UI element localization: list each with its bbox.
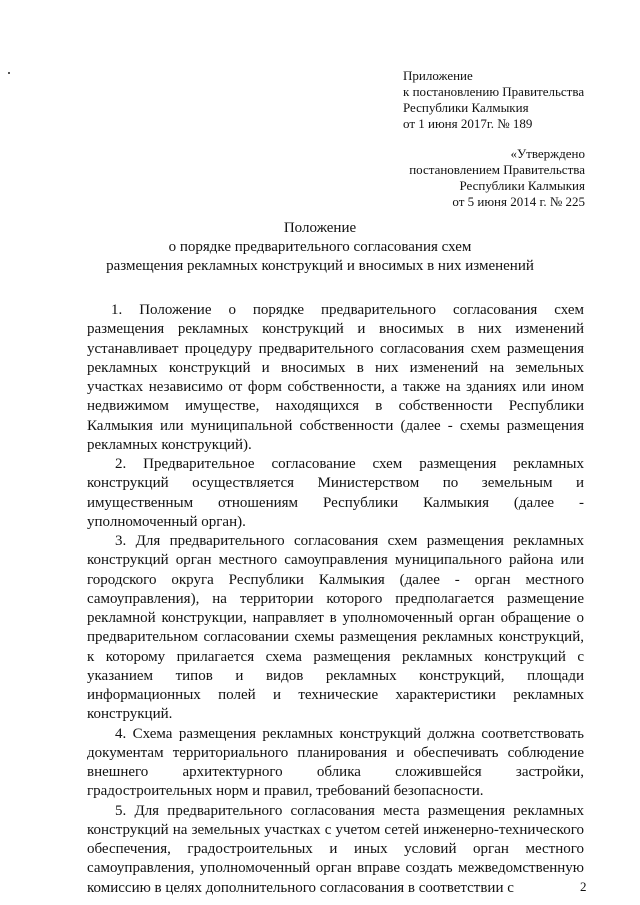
annex-header [403,68,584,132]
approval-line: Республики Калмыкия [459,178,585,193]
approval-block [409,146,585,210]
approval-line: постановлением Правительства [409,162,585,177]
title-line: Положение [283,220,357,236]
annex-line: Республики Калмыкия [403,100,529,115]
title-line: о порядке предварительного согласования схем [168,239,472,255]
annex-line: Приложение [403,68,473,83]
document-body [87,301,584,898]
page-number: 2 [580,879,587,894]
approval-line: от 5 июня 2014 г. № 225 [452,194,585,209]
approval-line: «Утверждено [510,146,585,161]
paragraph-5: 5. Для предварительного согласования места размещения рекламных конструкций на земельных участках с учетом сетей инженерно-технического обеспечения, градостроительных и иных условий орган местного самоуправления, уполномоченный орган вправе создать межведомственную комиссию в целях дополнительного согласования в соответствии с [87,802,584,896]
scan-speck [8,72,10,74]
document-title [0,219,640,276]
paragraph-4: 4. Схема размещения рекламных конструкций должна соответствовать документам территориального планирования и обеспечивать соблюдение внешнего архитектурного облика сложившейся застройки, градостроительных норм и правил, требований безопасности. [87,725,584,800]
paragraph-3: 3. Для предварительного согласования схем размещения рекламных конструкций орган местного самоуправления муниципального района или городского округа Республики Калмыкия (далее - орган местного самоуправления), на территории которого предполагается размещение рекламной конструкции, направляет в уполномоченный орган обращение о предварительном согласовании схемы размещения рекламных конструкций, к которому прилагается схема размещения рекламных конструкций с указанием типов и видов рекламных конструкций, площади информационных полей и технические характеристики рекламных конструкций. [87,533,584,723]
annex-line: к постановлению Правительства [403,84,585,99]
annex-line: от 1 июня 2017г. № 189 [403,116,533,131]
paragraph-2: 2. Предварительное согласование схем размещения рекламных конструкций осуществляется Министерством по земельным и имущественным отношениям Республики Калмыкия (далее - уполномоченный орган). [87,456,584,530]
title-line: размещения рекламных конструкций и вносимых в них изменений [106,258,534,274]
paragraph-1: 1. Положение о порядке предварительного согласования схем размещения рекламных конструкций и вносимых в них изменений устанавливает процедуру предварительного согласования схем размещения рекламных конструкций и вносимых в них изменений на земельных участках независимо от форм собственности, а также на зданиях или ином недвижимом имуществе, находящихся в собственности Республики Калмыкия или муниципальной собственности (далее - схемы размещения рекламных конструкций). [87,302,584,453]
